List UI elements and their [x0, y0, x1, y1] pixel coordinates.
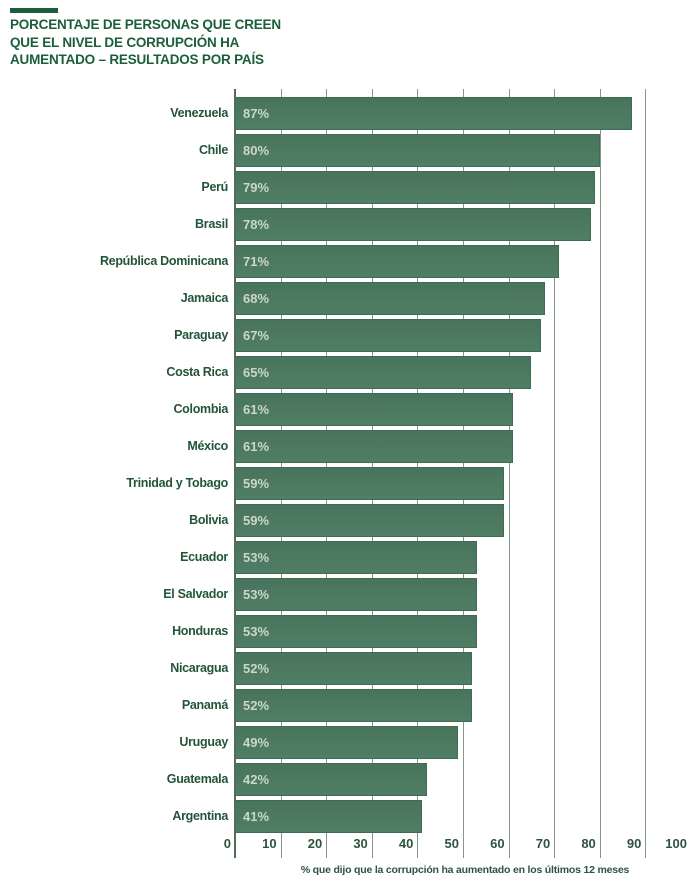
country-label-costa-rica: Costa Rica: [166, 365, 228, 379]
x-tick-label-90: 90: [626, 836, 642, 851]
x-tick-label-80: 80: [581, 836, 596, 851]
gridline-70: [554, 89, 555, 858]
bar-chile: [235, 134, 600, 167]
bar-guatemala: [235, 763, 427, 796]
bar-value-label: 53%: [243, 587, 270, 602]
chart-title-line-1: PORCENTAJE DE PERSONAS QUE CREEN: [10, 17, 281, 32]
x-tick-label-100: 100: [665, 836, 687, 851]
bar-value-label: 79%: [243, 180, 270, 195]
bar-rep-blica-dominicana: [235, 245, 559, 278]
country-label-ecuador: Ecuador: [180, 550, 228, 564]
bar-value-label: 68%: [243, 291, 270, 306]
country-label-el-salvador: El Salvador: [163, 587, 228, 601]
country-label-venezuela: Venezuela: [170, 106, 228, 120]
chart-title-line-2: QUE EL NIVEL DE CORRUPCIÓN HA: [10, 34, 240, 50]
bar-value-label: 65%: [243, 365, 270, 380]
country-label-rep-blica-dominicana: República Dominicana: [99, 254, 228, 268]
x-tick-label-50: 50: [444, 836, 459, 851]
bar-venezuela: [235, 97, 632, 130]
bar-value-label: 41%: [243, 809, 270, 824]
x-tick-label-10: 10: [262, 836, 277, 851]
gridline-80: [600, 89, 601, 858]
bar-value-label: 61%: [243, 402, 270, 417]
country-label-trinidad-y-tobago: Trinidad y Tobago: [126, 476, 228, 490]
bar-value-label: 52%: [243, 698, 270, 713]
bar-per-: [235, 171, 595, 204]
bar-value-label: 61%: [243, 439, 270, 454]
bar-paraguay: [235, 319, 541, 352]
bar-m-xico: [235, 430, 513, 463]
x-tick-label-30: 30: [353, 836, 368, 851]
bar-value-label: 49%: [243, 735, 270, 750]
x-tick-label-20: 20: [307, 836, 323, 851]
country-label-nicaragua: Nicaragua: [170, 661, 228, 675]
x-tick-label-40: 40: [398, 836, 414, 851]
bar-value-label: 59%: [243, 513, 270, 528]
bar-el-salvador: [235, 578, 477, 611]
bar-jamaica: [235, 282, 545, 315]
bar-bolivia: [235, 504, 504, 537]
bar-value-label: 80%: [243, 143, 270, 158]
bar-colombia: [235, 393, 513, 426]
country-label-jamaica: Jamaica: [180, 291, 228, 305]
title-accent-bar: [10, 8, 58, 13]
bar-value-label: 59%: [243, 476, 270, 491]
country-label-honduras: Honduras: [172, 624, 228, 638]
bar-value-label: 52%: [243, 661, 270, 676]
bar-value-label: 42%: [243, 772, 270, 787]
bar-ecuador: [235, 541, 477, 574]
chart-title: [10, 16, 281, 69]
bar-nicaragua: [235, 652, 472, 685]
country-label-bolivia: Bolivia: [189, 513, 228, 527]
gridline-90: [645, 89, 646, 858]
x-tick-label-60: 60: [490, 836, 505, 851]
x-tick-label-0: 0: [223, 836, 231, 851]
country-label-m-xico: México: [187, 439, 228, 453]
bar-value-label: 71%: [243, 254, 270, 269]
country-label-chile: Chile: [198, 143, 228, 157]
x-axis-caption: % que dijo que la corrupción ha aumentado en los últimos 12 meses: [300, 864, 630, 876]
bar-value-label: 53%: [243, 624, 270, 639]
bar-value-label: 78%: [243, 217, 270, 232]
country-label-colombia: Colombia: [173, 402, 228, 416]
bar-value-label: 53%: [243, 550, 270, 565]
bar-panam-: [235, 689, 472, 722]
bar-trinidad-y-tobago: [235, 467, 504, 500]
bar-chart-plot-area: [235, 97, 695, 833]
country-label-per-: Perú: [201, 180, 228, 194]
y-axis-line: [234, 89, 236, 858]
bar-argentina: [235, 800, 422, 833]
country-label-uruguay: Uruguay: [179, 735, 228, 749]
country-label-brasil: Brasil: [195, 217, 228, 231]
bar-brasil: [235, 208, 591, 241]
country-label-paraguay: Paraguay: [174, 328, 228, 342]
chart-title-line-3: AUMENTADO – RESULTADOS POR PAÍS: [10, 52, 264, 67]
country-label-guatemala: Guatemala: [166, 772, 228, 786]
country-label-argentina: Argentina: [172, 809, 228, 823]
country-label-panam-: Panamá: [181, 698, 228, 712]
bar-value-label: 87%: [243, 106, 270, 121]
bar-honduras: [235, 615, 477, 648]
x-tick-label-70: 70: [535, 836, 551, 851]
bar-uruguay: [235, 726, 458, 759]
gridline-60: [509, 89, 510, 858]
bar-costa-rica: [235, 356, 531, 389]
bar-value-label: 67%: [243, 328, 270, 343]
